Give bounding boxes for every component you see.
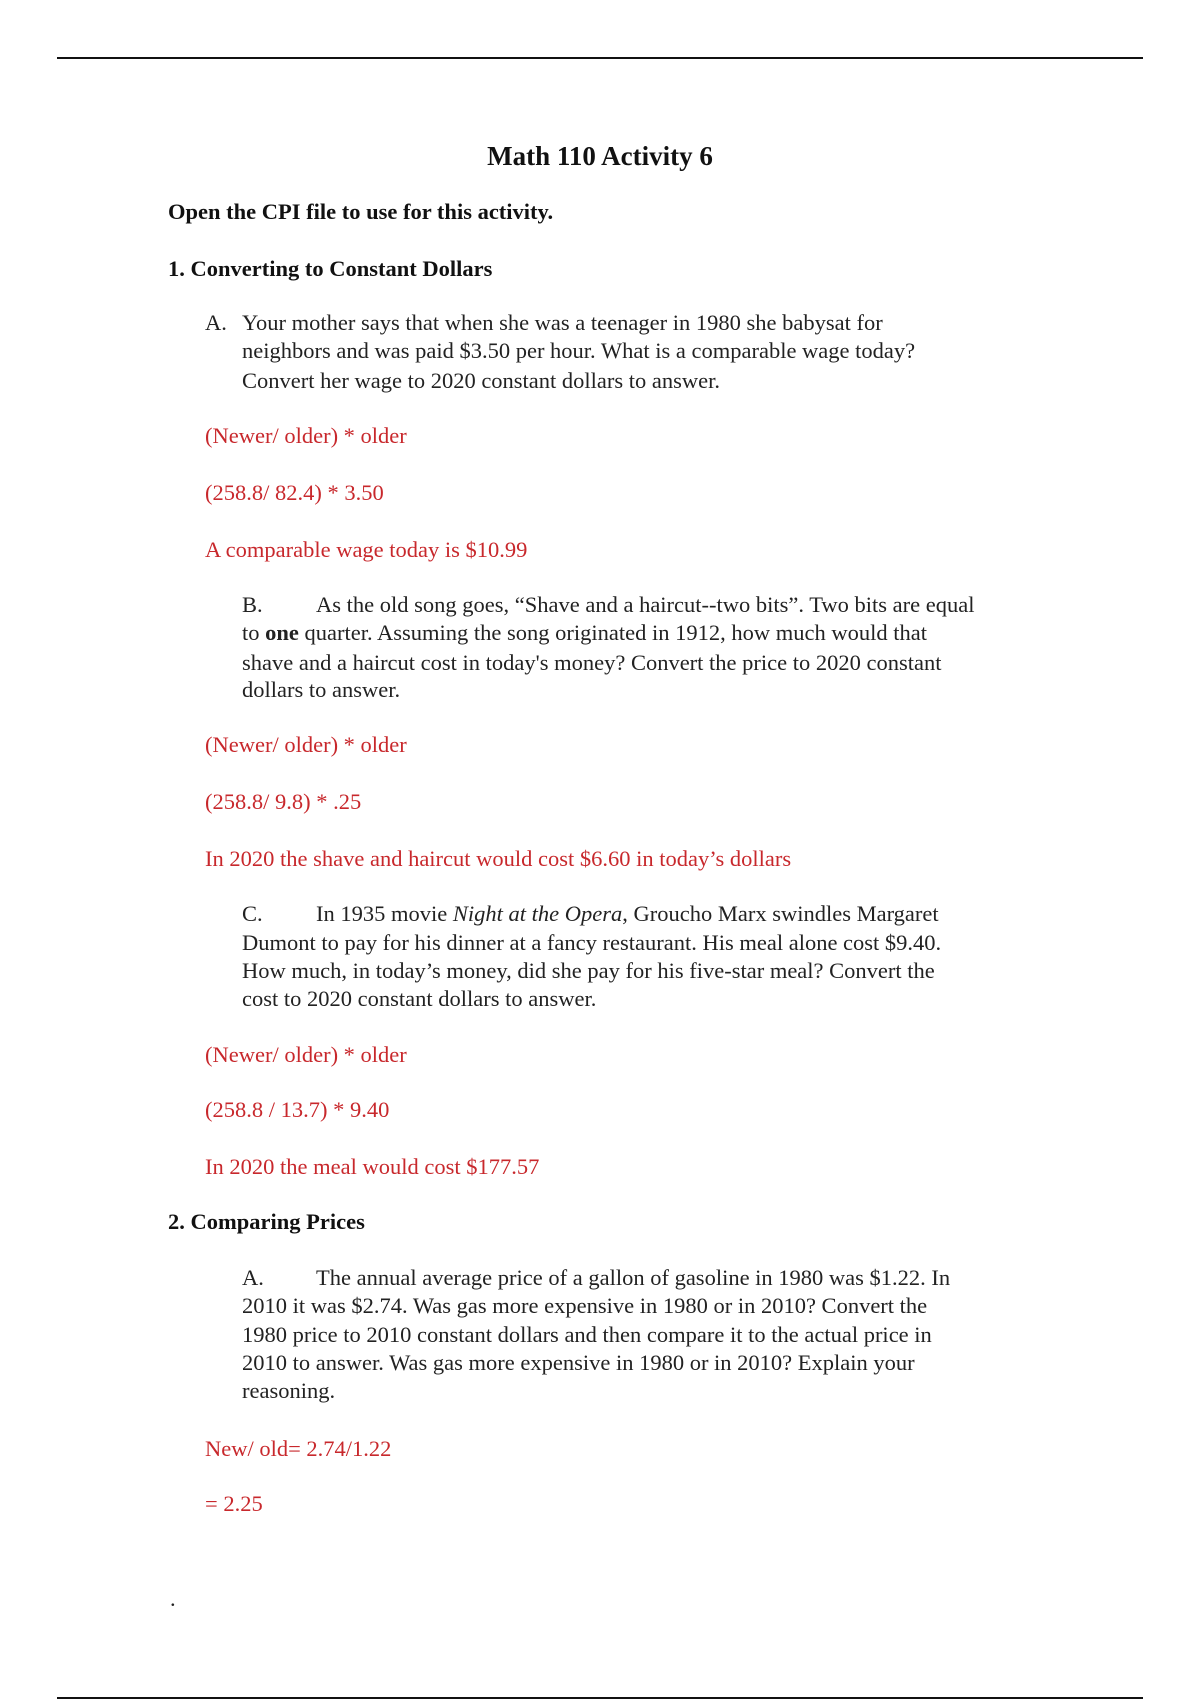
question-1b-marker: B. bbox=[242, 592, 263, 617]
page-title: Math 110 Activity 6 bbox=[487, 141, 713, 171]
section2-heading: 2. Comparing Prices bbox=[168, 1209, 365, 1234]
question-1a-line1: A. Your mother says that when she was a teenager in 1980 she babysat for bbox=[205, 309, 883, 338]
answer-1a-result: A comparable wage today is $10.99 bbox=[205, 537, 528, 562]
question-1a-line2: neighbors and was paid $3.50 per hour. What is a comparable wage today? bbox=[242, 338, 916, 363]
answer-1c-result: In 2020 the meal would cost $177.57 bbox=[205, 1154, 540, 1179]
question-2a-line2: 2010 it was $2.74. Was gas more expensive in 1980 or in 2010? Convert the bbox=[242, 1293, 928, 1318]
answer-1b-calculation: (258.8/ 9.8) * .25 bbox=[205, 789, 362, 814]
question-2a-marker: A. bbox=[242, 1265, 264, 1290]
answer-2a-ratio: New/ old= 2.74/1.22 bbox=[205, 1436, 392, 1461]
emphasis-one: one bbox=[265, 620, 299, 645]
question-1c-line1: C. In 1935 movie Night at the Opera, Groucho Marx swindles Margaret bbox=[242, 900, 939, 929]
answer-1b-result: In 2020 the shave and haircut would cost $6.60 in today’s dollars bbox=[205, 846, 792, 871]
stray-period: . bbox=[170, 1586, 176, 1611]
movie-title: Night at the Opera bbox=[452, 901, 623, 926]
answer-1a-calculation: (258.8/ 82.4) * 3.50 bbox=[205, 480, 384, 505]
question-2a-line4: 2010 to answer. Was gas more expensive in 1980 or in 2010? Explain your bbox=[242, 1350, 915, 1375]
answer-1c-formula: (Newer/ older) * older bbox=[205, 1042, 407, 1067]
intro-instruction: Open the CPI file to use for this activity. bbox=[168, 199, 554, 224]
question-1c-marker: C. bbox=[242, 901, 263, 926]
question-1c-line3: How much, in today’s money, did she pay for his five-star meal? Convert the bbox=[242, 958, 935, 983]
question-2a-line1: A. The annual average price of a gallon of gasoline in 1980 was $1.22. In bbox=[242, 1264, 950, 1293]
question-1c-line2: Dumont to pay for his dinner at a fancy restaurant. His meal alone cost $9.40. bbox=[242, 930, 942, 955]
question-1b-line2: to one quarter. Assuming the song originated in 1912, how much would that bbox=[242, 620, 927, 645]
question-1c-line4: cost to 2020 constant dollars to answer. bbox=[242, 986, 597, 1011]
question-1a-marker: A. bbox=[205, 310, 227, 335]
question-1a-line3: Convert her wage to 2020 constant dollars to answer. bbox=[242, 368, 721, 393]
bottom-divider bbox=[57, 1697, 1143, 1699]
answer-1a-formula: (Newer/ older) * older bbox=[205, 423, 407, 448]
question-1b-line1: B. As the old song goes, “Shave and a haircut--two bits”. Two bits are equal bbox=[242, 591, 974, 620]
answer-1b-formula: (Newer/ older) * older bbox=[205, 732, 407, 757]
question-2a-line3: 1980 price to 2010 constant dollars and then compare it to the actual price in bbox=[242, 1322, 932, 1347]
section1-heading: 1. Converting to Constant Dollars bbox=[168, 256, 493, 281]
question-1b-line4: dollars to answer. bbox=[242, 677, 401, 702]
answer-1c-calculation: (258.8 / 13.7) * 9.40 bbox=[205, 1097, 390, 1122]
answer-2a-result: = 2.25 bbox=[205, 1491, 263, 1516]
top-divider bbox=[57, 57, 1143, 59]
question-2a-line5: reasoning. bbox=[242, 1378, 336, 1403]
question-1b-line3: shave and a haircut cost in today's money? Convert the price to 2020 constant bbox=[242, 650, 942, 675]
